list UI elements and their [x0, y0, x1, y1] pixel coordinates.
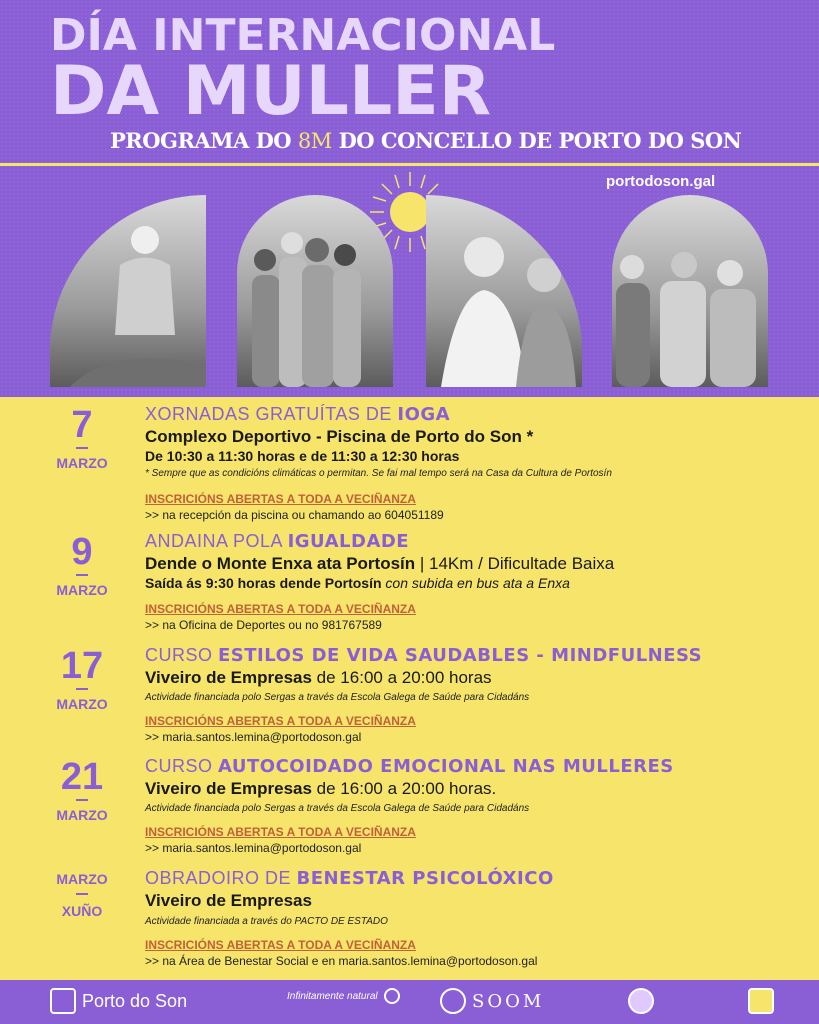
heading-plain: ANDAINA POLA [145, 531, 288, 551]
event-month: MARZO [56, 455, 108, 471]
woman-meditating-photo [50, 195, 206, 387]
event-heading [145, 530, 805, 553]
event-contact: >> na Oficina de Deportes ou no 981767589 [145, 618, 382, 632]
pacto-estado-logo[interactable] [628, 988, 654, 1014]
heading-plain: CURSO [145, 645, 219, 665]
heading-bold: ESTILOS DE VIDA SAUDABLES - MINDFULNESS [218, 645, 703, 666]
event-heading [145, 644, 805, 667]
heading-bold: AUTOCOIDADO EMOCIONAL NAS MULLERES [218, 756, 674, 777]
heading-bold: BENESTAR PSICOLÓXICO [296, 868, 554, 889]
pacto-mark [628, 988, 654, 1014]
s-mark [440, 988, 466, 1014]
group-of-women-photo [237, 195, 393, 387]
hours-bold: Saída ás 9:30 horas dende Portosín [145, 575, 382, 591]
logo-label: SOOM [472, 990, 545, 1012]
event-place: Viveiro de Empresas [145, 891, 312, 910]
event-note: Actividade financiada polo Sergas a través da Escola Galega de Saúde para Cidadáns [145, 692, 530, 703]
event-heading [145, 755, 805, 778]
event-date-range [40, 871, 124, 919]
event-hours: De 10:30 a 11:30 horas e de 11:30 a 12:30 horas [145, 448, 460, 464]
footer-logos [0, 980, 819, 1024]
place-plain: de 16:00 a 20:00 horas [311, 668, 492, 687]
divider-line [0, 163, 819, 166]
soom-logo[interactable] [440, 988, 544, 1014]
event-month: MARZO [56, 696, 108, 712]
event-contact: >> maria.santos.lemina@portodoson.gal [145, 730, 362, 744]
event-heading [145, 867, 805, 890]
two-women-smiling-photo [426, 195, 582, 387]
event-place: Complexo Deportivo - Piscina de Porto do Son * [145, 427, 534, 446]
date-dash [76, 447, 88, 449]
event-contact: >> na recepción da piscina ou chamando ao 604051189 [145, 508, 444, 522]
event-month-end: XUÑO [61, 903, 103, 919]
concello-shield-icon[interactable] [50, 988, 187, 1014]
event-content [145, 755, 805, 856]
group-of-friends-photo [612, 195, 768, 387]
event-note: * Sempre que as condicións climáticas o permitan. Se fai mal tempo será na Casa da Cultura de Portosín [145, 468, 612, 479]
header-band [0, 0, 819, 397]
infinitamente-natural-logo[interactable] [287, 988, 400, 1004]
event-date [40, 646, 124, 712]
program-subtitle [110, 128, 741, 153]
event-day: 9 [71, 531, 93, 573]
date-dash [76, 574, 88, 576]
heading-plain: XORNADAS GRATUÍTAS DE [145, 404, 398, 424]
heading-bold: IOGA [397, 404, 451, 425]
event-heading [145, 403, 805, 426]
date-dash [76, 893, 88, 895]
event-contact: >> maria.santos.lemina@portodoson.gal [145, 841, 362, 855]
event-day: 7 [71, 404, 93, 446]
event-content [145, 530, 805, 633]
event-day: 21 [60, 756, 104, 798]
date-dash [76, 688, 88, 690]
hours-italic: con subida en bus ata a Enxa [381, 575, 570, 591]
event-place [145, 553, 805, 574]
title-line-1: DÍA INTERNACIONAL [50, 10, 556, 61]
event-place [145, 778, 805, 799]
event-month: MARZO [56, 807, 108, 823]
event-content [145, 403, 805, 523]
subtitle-before: PROGRAMA DO [110, 128, 298, 153]
inscription-link[interactable]: INSCRICIÓNS ABERTAS A TODA A VECIÑANZA [145, 602, 416, 616]
place-plain: | 14Km / Dificultade Baixa [415, 554, 615, 573]
inscription-link[interactable]: INSCRICIÓNS ABERTAS A TODA A VECIÑANZA [145, 938, 416, 952]
event-month-start: MARZO [56, 871, 108, 887]
event-content [145, 867, 805, 969]
title-line-2: DA MULLER [50, 52, 492, 131]
heading-plain: OBRADOIRO DE [145, 868, 297, 888]
heading-plain: CURSO [145, 756, 219, 776]
event-day: 17 [60, 645, 104, 687]
event-date [40, 405, 124, 471]
event-date [40, 757, 124, 823]
date-dash [76, 799, 88, 801]
event-hours [145, 574, 805, 593]
event-contact: >> na Área de Benestar Social e en maria.santos.lemina@portodoson.gal [145, 954, 538, 968]
logo-label: Porto do Son [82, 990, 188, 1011]
place-bold: Dende o Monte Enxa ata Portosín [145, 554, 416, 573]
subtitle-highlight: 8M [297, 129, 332, 153]
shield-mark [50, 988, 76, 1014]
emblem-mark [384, 988, 400, 1004]
inscription-link[interactable]: INSCRICIÓNS ABERTAS A TODA A VECIÑANZA [145, 714, 416, 728]
event-month: MARZO [56, 582, 108, 598]
website-link[interactable]: portodoson.gal [606, 173, 716, 190]
event-date [40, 532, 124, 598]
place-bold: Viveiro de Empresas [145, 779, 312, 798]
logo-label: Infinitamente natural [287, 990, 378, 1002]
heading-bold: IGUALDADE [287, 531, 410, 552]
event-place [145, 667, 805, 688]
place-plain: de 16:00 a 20:00 horas. [311, 779, 497, 798]
place-bold: Viveiro de Empresas [145, 668, 312, 687]
event-note: Actividade financiada polo Sergas a través da Escola Galega de Saúde para Cidadáns [145, 803, 530, 814]
inscription-link[interactable]: INSCRICIÓNS ABERTAS A TODA A VECIÑANZA [145, 492, 416, 506]
xunta-badge-logo[interactable] [748, 988, 774, 1014]
event-content [145, 644, 805, 745]
event-note: Actividade financiada a través do PACTO DE ESTADO [145, 916, 388, 927]
badge-mark [748, 988, 774, 1014]
subtitle-after: DO CONCELLO DE PORTO DO SON [331, 128, 742, 153]
inscription-link[interactable]: INSCRICIÓNS ABERTAS A TODA A VECIÑANZA [145, 825, 416, 839]
